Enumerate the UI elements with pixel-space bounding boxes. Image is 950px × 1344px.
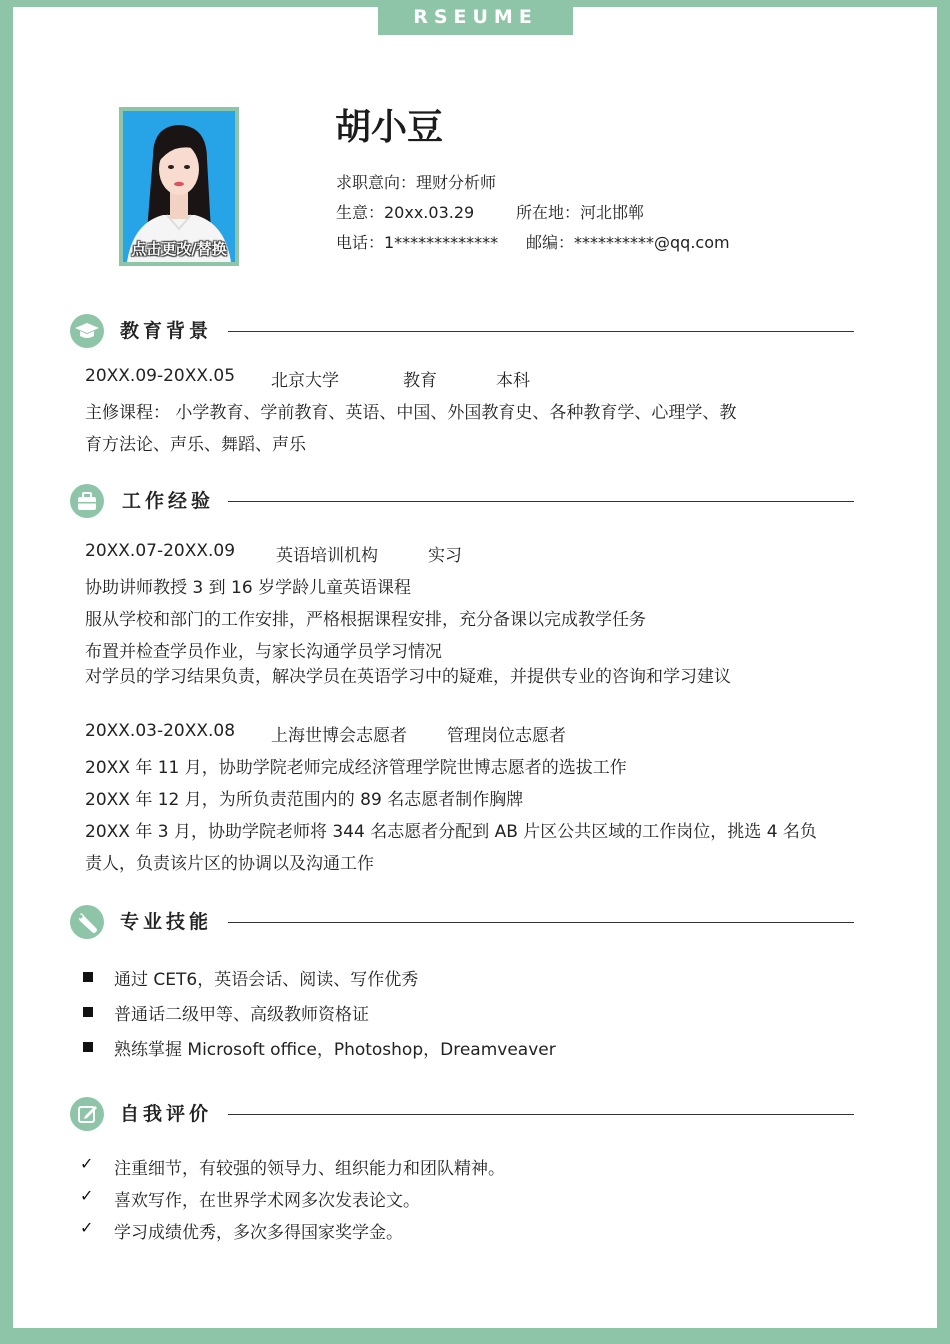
- section-title: 专业技能: [120, 911, 213, 933]
- briefcase-icon: [70, 484, 104, 518]
- work-header: [70, 484, 854, 518]
- job-2-line: 20XX 年 12 月，为所负责范围内的 89 名志愿者制作胸牌: [85, 790, 524, 810]
- edit-icon: [70, 1097, 104, 1131]
- photo-caption[interactable]: 点击更改/替换: [131, 240, 227, 258]
- education-major: 教育: [403, 371, 437, 391]
- bullet-square: [83, 1042, 93, 1052]
- section-title: 教育背景: [120, 320, 213, 342]
- email: 邮编：**********@qq.com: [526, 233, 730, 252]
- job-1-line: 服从学校和部门的工作安排，严格根据课程安排，充分备课以完成教学任务: [85, 610, 646, 630]
- location: 所在地：河北邯郸: [516, 203, 645, 222]
- skills-header: [70, 905, 854, 939]
- section-title: 自我评价: [120, 1103, 213, 1125]
- section-divider: [228, 501, 854, 502]
- education-courses-2: 育方法论、声乐、舞蹈、声乐: [85, 435, 306, 455]
- self-eval-item: 喜欢写作，在世界学术网多次发表论文。: [114, 1191, 420, 1211]
- job-1-line: 布置并检查学员作业，与家长沟通学员学习情况: [85, 642, 442, 662]
- job-2-line: 20XX 年 3 月，协助学院老师将 344 名志愿者分配到 AB 片区公共区域的工作岗位，挑选 4 名负: [85, 822, 817, 842]
- job-1-period: 20XX.07-20XX.09: [85, 541, 236, 561]
- profile-photo[interactable]: [119, 107, 239, 266]
- section-divider: [228, 331, 854, 332]
- self-eval-item: 注重细节，有较强的领导力、组织能力和团队精神。: [114, 1159, 505, 1179]
- skill-item: 普通话二级甲等、高级教师资格证: [114, 1005, 369, 1025]
- skill-item: 熟练掌握 Microsoft office，Photoshop，Dreamveaver: [114, 1040, 556, 1060]
- header-tab: RSEUME: [378, 0, 573, 35]
- phone: 电话：1*************: [336, 233, 499, 252]
- job-1-org: 英语培训机构: [276, 546, 378, 566]
- skill-item: 通过 CET6，英语会话、阅读、写作优秀: [114, 970, 419, 990]
- photo-image: [123, 111, 235, 262]
- check-icon: ✓: [80, 1154, 94, 1173]
- education-courses-1: 主修课程： 小学教育、学前教育、英语、中国、外国教育史、各种教育学、心理学、教: [85, 403, 737, 423]
- job-2-line: 20XX 年 11 月，协助学院老师完成经济管理学院世博志愿者的选拔工作: [85, 758, 627, 778]
- section-divider: [228, 1114, 854, 1115]
- birth-date: 生意：20xx.03.29: [336, 203, 475, 222]
- graduation-cap-icon: [70, 314, 104, 348]
- wrench-icon: [70, 905, 104, 939]
- check-icon: ✓: [80, 1186, 94, 1205]
- education-degree: 本科: [496, 371, 530, 391]
- job-2-org: 上海世博会志愿者: [271, 726, 407, 746]
- check-icon: ✓: [80, 1218, 94, 1237]
- candidate-name: 胡小豆: [335, 107, 444, 148]
- bullet-square: [83, 972, 93, 982]
- job-1-line: 协助讲师教授 3 到 16 岁学龄儿童英语课程: [85, 578, 412, 598]
- bullet-square: [83, 1007, 93, 1017]
- job-1-line: 对学员的学习结果负责，解决学员在英语学习中的疑难，并提供专业的咨询和学习建议: [85, 667, 731, 687]
- job-2-period: 20XX.03-20XX.08: [85, 721, 236, 741]
- job-2-role: 管理岗位志愿者: [447, 726, 566, 746]
- education-period: 20XX.09-20XX.05: [85, 366, 236, 386]
- self-eval-header: [70, 1097, 854, 1131]
- self-eval-item: 学习成绩优秀，多次多得国家奖学金。: [114, 1223, 403, 1243]
- section-divider: [228, 922, 854, 923]
- job-1-role: 实习: [428, 546, 462, 566]
- job-2-line: 责人，负责该片区的协调以及沟通工作: [85, 854, 374, 874]
- section-title: 工作经验: [122, 490, 215, 512]
- education-school: 北京大学: [271, 371, 339, 391]
- education-header: [70, 314, 854, 348]
- job-objective: 求职意向：理财分析师: [336, 173, 497, 192]
